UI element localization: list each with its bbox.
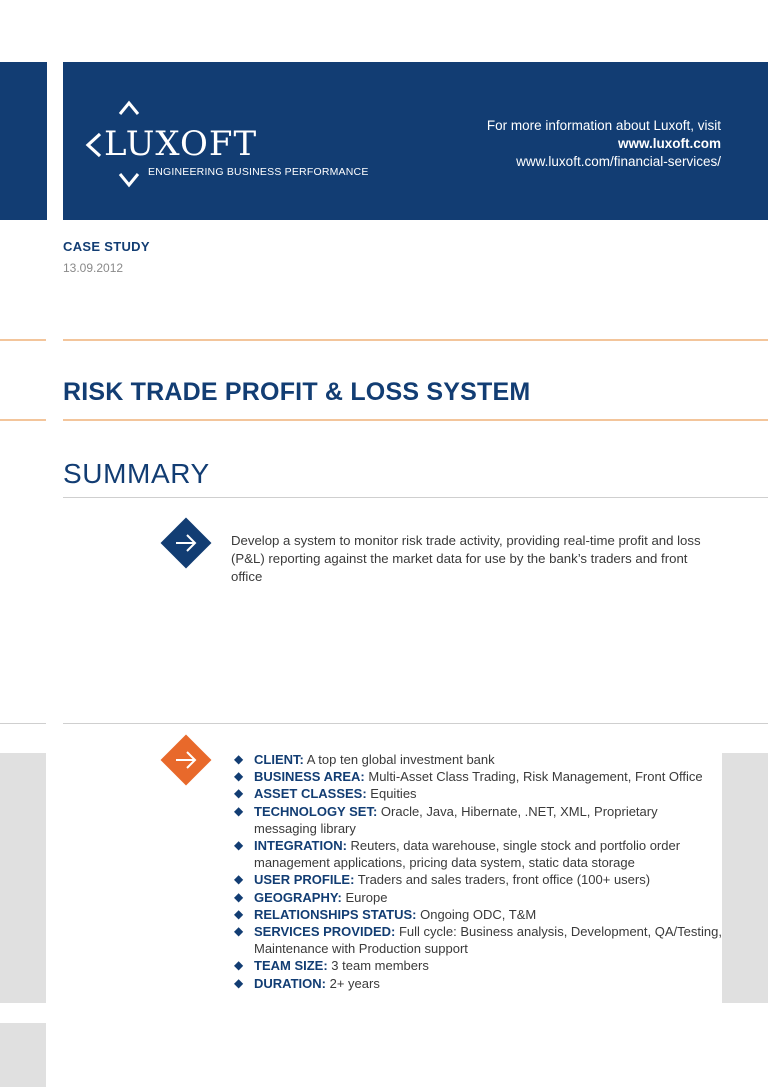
logo-wordmark: LUXOFT [104, 124, 258, 164]
website-link[interactable]: www.luxoft.com [617, 136, 721, 151]
diamond-bullet-icon: ◆ [234, 803, 244, 818]
rule-left [0, 339, 46, 341]
fact-user-profile: ◆ USER PROFILE: Traders and sales traders, front office (100+ users) [234, 872, 651, 888]
fact-duration: ◆ DURATION: 2+ years [234, 975, 380, 991]
rule-left-bottom [0, 419, 46, 421]
project-facts-list [234, 751, 724, 992]
fact-asset-classes: ◆ ASSET CLASSES: Equities [234, 786, 417, 802]
logo-tagline: ENGINEERING BUSINESS PERFORMANCE [148, 166, 369, 178]
diamond-bullet-icon: ◆ [234, 872, 244, 887]
left-side-bar [0, 753, 46, 1003]
doc-type-label: CASE STUDY [63, 239, 150, 254]
facts-divider [63, 723, 768, 724]
summary-arrow-badge [160, 517, 212, 569]
left-side-bar-bottom [0, 1023, 46, 1087]
page-title: RISK TRADE PROFIT & LOSS SYSTEM [63, 378, 531, 406]
header-contact-info [391, 117, 721, 171]
fact-technology-set: ◆ TECHNOLOGY SET: Oracle, Java, Hibernate, .NET, XML, Proprietary messaging library [234, 803, 658, 836]
diamond-bullet-icon: ◆ [234, 958, 244, 973]
rule-bottom [63, 419, 768, 421]
fact-team-size: ◆ TEAM SIZE: 3 team members [234, 958, 429, 974]
summary-divider [63, 497, 768, 498]
luxoft-logo[interactable] [82, 96, 369, 191]
fact-client: ◆ CLIENT: A top ten global investment bank [234, 752, 495, 767]
info-line: For more information about Luxoft, visit [486, 118, 721, 133]
fact-business-area: ◆ BUSINESS AREA: Multi-Asset Class Trading, Risk Management, Front Office [234, 769, 703, 785]
header-side-block [0, 62, 47, 220]
fact-integration: ◆ INTEGRATION: Reuters, data warehouse, single stock and portfolio order management applications, pricing data system, static data storage [234, 838, 681, 871]
diamond-bullet-icon: ◆ [234, 975, 244, 990]
diamond-bullet-icon: ◆ [234, 786, 244, 801]
facts-arrow-badge [160, 734, 212, 786]
right-side-bar [722, 753, 768, 1003]
diamond-bullet-icon: ◆ [234, 906, 244, 921]
diamond-bullet-icon: ◆ [234, 924, 244, 939]
diamond-bullet-icon: ◆ [234, 769, 244, 784]
arrow-right-icon [160, 517, 212, 569]
diamond-bullet-icon: ◆ [234, 752, 244, 766]
diamond-bullet-icon: ◆ [234, 838, 244, 853]
financial-services-link[interactable]: www.luxoft.com/financial-services/ [516, 154, 721, 169]
facts-divider-left [0, 723, 46, 724]
rule-top [63, 339, 768, 341]
summary-text: Develop a system to monitor risk trade activity, providing real-time profit and loss (P&L) reporting against the market data for use by the bank’s traders and front office [231, 533, 701, 584]
fact-relationships-status: ◆ RELATIONSHIPS STATUS: Ongoing ODC, T&M [234, 906, 537, 922]
doc-date: 13.09.2012 [63, 261, 124, 275]
arrow-right-icon [160, 734, 212, 786]
fact-services-provided: ◆ SERVICES PROVIDED: Full cycle: Business analysis, Development, QA/Testing, Maintenance with Production support [234, 924, 722, 957]
fact-geography: ◆ GEOGRAPHY: Europe [234, 889, 388, 905]
summary-heading: SUMMARY [63, 458, 210, 489]
diamond-bullet-icon: ◆ [234, 889, 244, 904]
